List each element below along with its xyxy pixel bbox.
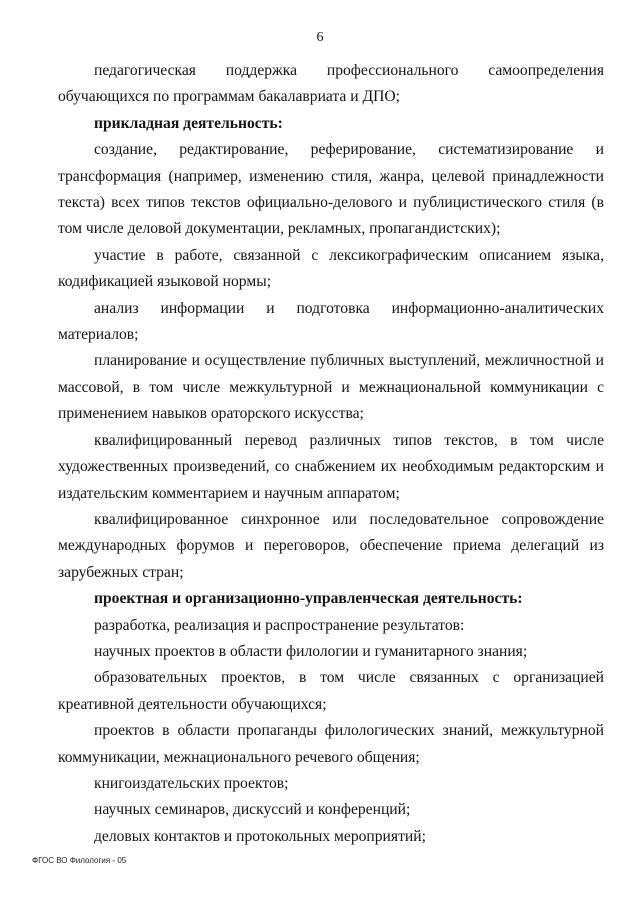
paragraph: участие в работе, связанной с лексикографическим описанием языка, кодификацией языковой нормы;	[58, 246, 604, 291]
page-number: 6	[316, 30, 324, 45]
paragraph: создание, редактирование, реферирование, систематизирование и трансформация (например, изменению стиля, жанра, целевой принадлежности текста) всех типов текстов официально-делового и публицистического стиля (в том числе деловой документации, рекламных, пропагандистских);	[58, 141, 604, 238]
paragraph: разработка, реализация и распространение результатов:	[94, 616, 465, 634]
list-item: образовательных проектов, в том числе связанных с организацией креативной деятельности обучающихся;	[58, 669, 604, 713]
list-item: деловых контактов и протокольных мероприятий;	[94, 827, 426, 845]
footer-document-code: ФГОС ВО Филология - 05	[32, 856, 127, 865]
list-item: проектов в области пропаганды филологических знаний, межкультурной коммуникации, межнационального речевого общения;	[58, 722, 604, 766]
paragraph: квалифицированное синхронное или последовательное сопровождение международных форумов и переговоров, обеспечение приема делегаций из зарубежных стран;	[58, 510, 604, 581]
list-item: научных проектов в области филологии и гуманитарного знания;	[94, 642, 528, 660]
section-heading: проектная и организационно-управленческая деятельность:	[94, 590, 523, 608]
document-body	[58, 58, 604, 850]
list-item: научных семинаров, дискуссий и конференций;	[94, 801, 411, 819]
section-heading: прикладная деятельность:	[94, 114, 283, 132]
paragraph: планирование и осуществление публичных выступлений, межличностной и массовой, в том числе межкультурной и межнациональной коммуникации с применением навыков ораторского искусства;	[58, 352, 604, 423]
list-item: книгоиздательских проектов;	[94, 774, 289, 792]
paragraph: квалифицированный перевод различных типов текстов, в том числе художественных произведений, со снабжением их необходимым редакторским и издательским комментарием и научным аппаратом;	[58, 431, 604, 502]
paragraph: анализ информации и подготовка информационно-аналитических материалов;	[58, 299, 604, 344]
paragraph: педагогическая поддержка профессионального самоопределения обучающихся по программам бакалавриата и ДПО;	[58, 62, 604, 106]
